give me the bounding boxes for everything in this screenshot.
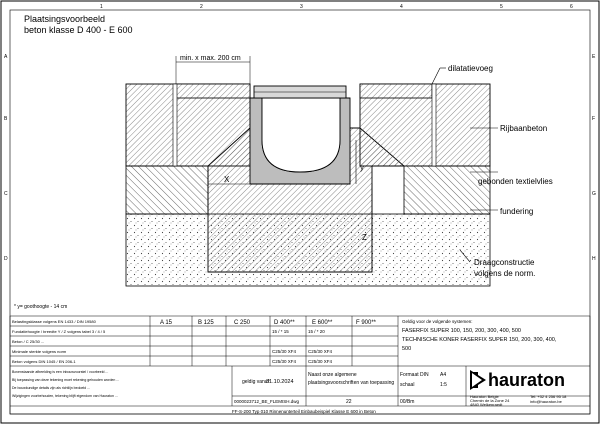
dim-z-label: Z [362, 233, 367, 242]
margin-number-6: 6 [570, 4, 573, 10]
class-b125: B 125 [198, 320, 214, 326]
class-f900: F 900** [356, 320, 377, 326]
row4-label: Minimale sterkte volgens norm [12, 349, 67, 354]
footnote: * y= goothoogte - 14 cm [14, 304, 68, 310]
dim-y-label: y [360, 163, 364, 172]
top-slab-right-hatch [360, 84, 432, 98]
address-line-1: Hauraton Belgie [470, 394, 499, 399]
margin-letter-c: C [4, 191, 8, 197]
margin-number-2: 2 [200, 4, 203, 10]
bottom-caption: FF-S-200 Typ 010 Rinnenunterteil Einbaubeispiel Klasse E 600 in Beton [232, 409, 376, 414]
d400-concrete-2: C25/30 XF4 [272, 359, 297, 364]
format-value: A4 [440, 372, 447, 378]
dimension-label: min. x max. 200 cm [180, 55, 241, 62]
file-revision: 00/Bm [400, 399, 415, 405]
e600-concrete-1: C25/30 XF4 [308, 349, 333, 354]
margin-letter-f: F [592, 116, 596, 122]
company-contact: Tel: +32 4 256 95 18 [530, 394, 567, 399]
file-name: 0000023712_BE_FLEMISH.dwg [234, 399, 300, 404]
margin-number-4: 4 [400, 4, 403, 10]
joint-left [173, 84, 177, 166]
suitable-line-3: 500 [402, 346, 412, 352]
callout-textielvlies: gebonden textielvlies [478, 177, 553, 186]
row3-label: Beton / C 25/30 ... [12, 339, 45, 344]
row5-label: Beton volgens DIN 1045 / EN 206-1 [12, 359, 76, 364]
d400-concrete-1: C25/30 XF4 [272, 349, 297, 354]
address-line-3: 4840 Welkenraedt [470, 402, 503, 407]
validity-label: geldig vanaf: [242, 379, 271, 385]
company-name: hauraton [488, 370, 566, 390]
margin-number-3: 3 [300, 4, 303, 10]
hauraton-logo [470, 370, 486, 390]
callout-dilatatievoeg: dilatatievoeg [448, 64, 493, 73]
channel-interior [262, 98, 340, 172]
row2-label: Fundatiehoogte / breedte Y / Z volgens tabel 3 / 4 / 5 [12, 329, 106, 334]
class-a15: A 15 [160, 320, 173, 326]
row1-label: Belastingsklasse volgens EN 1433 / DIN 19580 [12, 319, 96, 324]
top-slab-left-hatch [176, 84, 250, 98]
leader-dilatatievoeg [432, 68, 440, 84]
note-1: Bovenstaande afbeelding is een inbouwvoorstel / voorbeeld ... [12, 370, 109, 374]
margin-letter-e: E [592, 54, 596, 60]
class-e600: E 600** [312, 320, 333, 326]
company-email: info@hauraton.be [530, 399, 562, 404]
conditions-line-2: plaatsingsvoorschriften van toepassing [308, 380, 395, 386]
callout-draagconstructie-2: volgens de norm. [474, 269, 536, 278]
note-3: De bouwkundige details zijn als richtlijn bedoeld ... [12, 386, 91, 390]
margin-letter-d: D [4, 256, 8, 262]
format-label: Formaat DIN [400, 372, 429, 378]
scale-label: schaal [400, 382, 415, 388]
suitable-line-2: TECHNISCHE KONER FASERFIX SUPER 150, 200, 300, 400, [402, 337, 557, 343]
fundering-left [126, 166, 208, 214]
joint-right [432, 84, 436, 166]
callout-draagconstructie-1: Draagconstructie [474, 258, 535, 267]
margin-letter-h: H [592, 256, 596, 262]
note-4: Wijzigingen voorbehouden, tekening blijft eigendom van Hauraton ... [12, 394, 118, 398]
note-2: Bij toepassing van deze tekening moet rekening gehouden worden ... [12, 378, 120, 382]
callout-fundering: fundering [500, 207, 534, 216]
margin-letter-a: A [4, 54, 8, 60]
address-line-2: Chemin de la Zone 24 [470, 398, 510, 403]
e600-height: 15 / * 20 [308, 329, 325, 334]
margin-number-5: 5 [500, 4, 503, 10]
class-c250: C 250 [234, 320, 251, 326]
conditions-line-1: Naast onze algemene [308, 372, 357, 378]
dim-x-label: X [224, 175, 230, 184]
class-d400: D 400** [274, 320, 295, 326]
d400-height: 15 / * 15 [272, 329, 289, 334]
title-line-2: beton klasse D 400 - E 600 [24, 25, 133, 35]
suitable-heading: Geldig voor de volgende systemen: [402, 319, 473, 324]
scale-value: 1:5 [440, 382, 447, 388]
title-line-1: Plaatsingsvoorbeeld [24, 14, 106, 24]
e600-concrete-2: C25/30 XF4 [308, 359, 333, 364]
callout-rijbaanbeton: Rijbaanbeton [500, 124, 548, 133]
margin-letter-b: B [4, 116, 8, 122]
fundering-right [404, 166, 490, 214]
suitable-line-1: FASERFIX SUPER 100, 150, 200, 300, 400, 500 [402, 328, 521, 334]
margin-number-1: 1 [100, 4, 103, 10]
margin-letter-g: G [592, 191, 596, 197]
validity-date: 31.10.2024 [266, 379, 294, 385]
file-number: 22 [346, 399, 352, 405]
